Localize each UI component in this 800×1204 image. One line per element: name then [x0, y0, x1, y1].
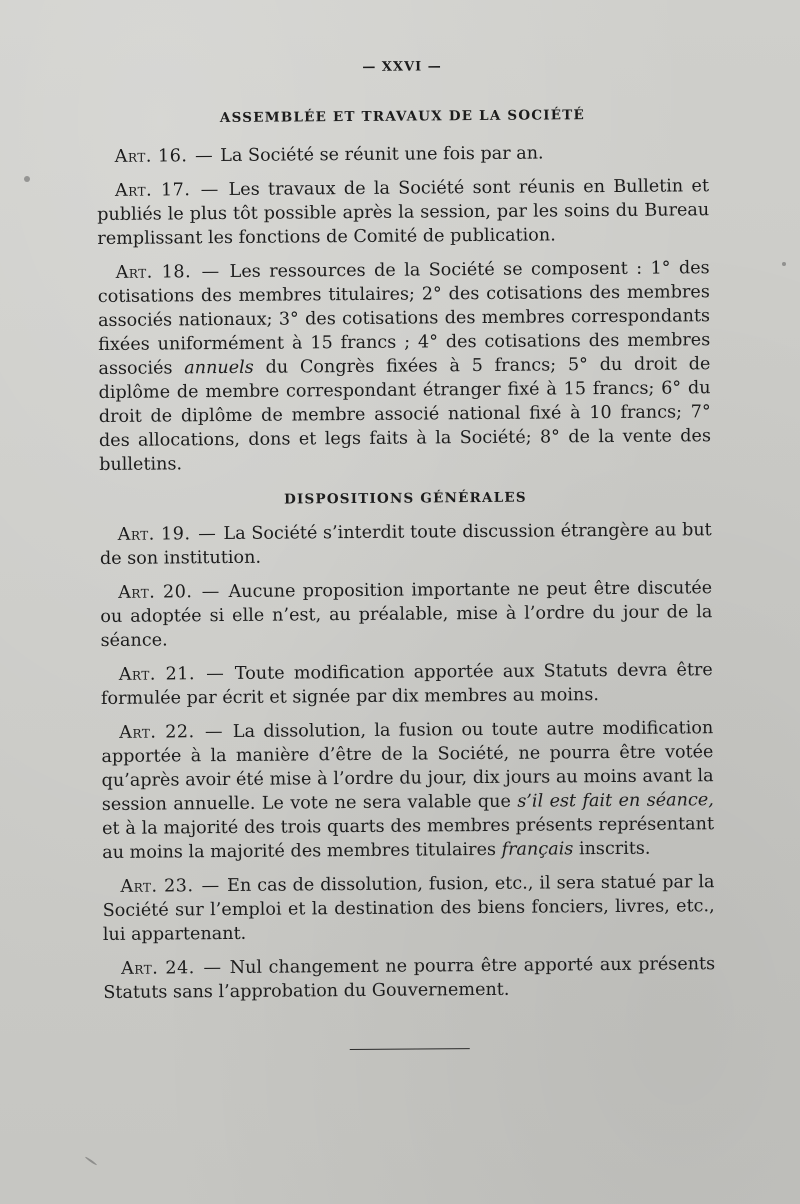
article-text-continued-2: inscrits. — [578, 838, 651, 860]
article-label: Art. 19. — [117, 524, 191, 545]
article-19 — [100, 518, 712, 571]
article-text: Aucune proposition importante ne peut être discutée ou adoptée si elle n’est, au préalable, mise à l’ordre du jour de la séance. — [100, 578, 713, 651]
article-17 — [97, 174, 710, 251]
article-dash: — — [194, 146, 213, 167]
end-rule — [350, 1048, 470, 1050]
section-title-general: DISPOSITIONS GÉNÉRALES — [284, 489, 527, 508]
paper-speck — [782, 262, 786, 266]
paper-speck — [24, 176, 30, 182]
article-label: Art. 18. — [115, 262, 192, 283]
article-text: En cas de dissolution, fusion, etc., il sera statué par la Société sur l’emploi et la destination des biens fonciers, livres, etc., lui appartenant. — [102, 872, 715, 945]
article-label: Art. 17. — [114, 180, 191, 201]
article-21 — [101, 658, 713, 711]
article-dash: — — [200, 180, 219, 201]
article-20 — [100, 576, 713, 653]
article-16 — [97, 140, 709, 169]
article-text-continued: et à la majorité des trois quarts des membres présents représentant au moins la majorité des membres titulaires — [101, 814, 715, 863]
article-label: Art. 16. — [114, 146, 188, 167]
article-text: Toute modification apportée aux Statuts devra être formulée par écrit et signée par dix membres au moins. — [100, 660, 713, 709]
article-22 — [101, 716, 714, 865]
article-label: Art. 24. — [121, 958, 195, 979]
article-text: La Société se réunit une fois par an. — [220, 143, 544, 167]
article-label: Art. 20. — [118, 582, 193, 603]
page-content — [96, 57, 716, 1052]
article-24 — [103, 952, 715, 1005]
article-dash: — — [201, 876, 220, 897]
article-label: Art. 23. — [120, 876, 194, 897]
article-label: Art. 22. — [119, 722, 195, 743]
paper-speck — [85, 1156, 98, 1166]
article-text: La Société s’interdit toute discussion étrangère au but de son institution. — [99, 520, 712, 569]
article-dash: — — [203, 958, 222, 979]
page-number: — XXVI — — [362, 59, 442, 75]
article-text: Nul changement ne pourra être apporté aux présents Statuts sans l’approbation du Gouvernement. — [103, 954, 716, 1003]
article-text: La dissolution, la fusion ou toute autre modification apportée à la manière d’être de la Société, ne pourra être votée qu’après avoir été mise à l’ordre du jour, dix jours au moins avant la session annuelle. Le vote ne sera valable que — [101, 718, 714, 815]
article-dash: — — [201, 582, 220, 603]
article-italic-text: annuels — [184, 357, 254, 379]
article-dash: — — [206, 664, 224, 685]
article-italic-text: s’il est fait en séance, — [517, 790, 714, 812]
article-text: Les ressources de la Société se composent : 1° des cotisations des membres titulaires; 2° des cotisations des membres associés nationaux; 3° des cotisations des membres correspondants fixées uniformément à 15 francs ; 4° des cotisations des membres associés — [97, 258, 711, 379]
article-label: Art. 21. — [118, 664, 196, 685]
article-dash: — — [198, 524, 216, 545]
section-title-assembly: ASSEMBLÉE ET TRAVAUX DE LA SOCIÉTÉ — [219, 107, 586, 127]
article-text: Les travaux de la Société sont réunis en Bulletin et publiés le plus tôt possible après la session, par les soins du Bureau remplissant les fonctions de Comité de publication. — [97, 176, 710, 249]
article-dash: — — [204, 722, 223, 743]
article-dash: — — [201, 262, 220, 283]
article-text-continued: du Congrès fixées à 5 francs; 5° du droit de diplôme de membre correspondant étranger fixé à 15 francs; 6° du droit de diplôme de membre associé national fixé à 10 francs; 7° des allocations, dons et legs faits à la Société; 8° de la vente des bulletins. — [98, 354, 712, 475]
article-23 — [102, 870, 715, 947]
article-italic-text-2: français — [501, 839, 574, 860]
article-18 — [98, 256, 712, 477]
